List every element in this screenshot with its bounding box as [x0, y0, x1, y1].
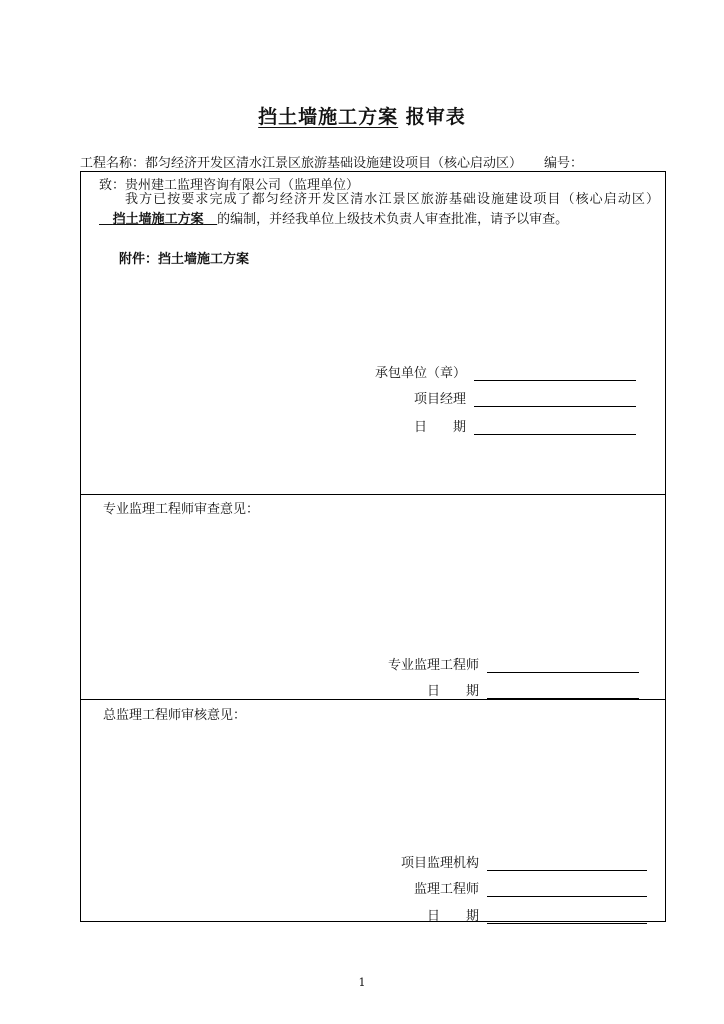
chief-date-label: 日 期 [426, 909, 479, 924]
specialist-date-label: 日 期 [426, 684, 479, 699]
addressee: 致：贵州建工监理咨询有限公司（监理单位） [99, 178, 360, 193]
specialist-date-line[interactable] [487, 684, 639, 699]
chief-date-line[interactable] [487, 909, 647, 924]
manager-signature-line[interactable] [474, 392, 636, 407]
specialist-engineer-label: 专业监理工程师 [387, 658, 479, 673]
chief-review-section [81, 699, 665, 922]
serial-label: 编号： [544, 156, 584, 171]
project-line [80, 152, 583, 171]
submission-section [81, 172, 665, 494]
contractor-label: 承包单位（章） [374, 366, 466, 381]
manager-label: 项目经理 [413, 392, 466, 407]
specialist-review-heading: 专业监理工程师审查意见： [103, 502, 260, 517]
chief-engineer-signature-line[interactable] [487, 882, 647, 897]
contractor-signature-row [281, 362, 636, 381]
review-form-table [80, 171, 666, 922]
submission-body-after: 的编制，并经我单位上级技术负责人审查批准，请予以审查。 [217, 212, 569, 227]
agency-row [281, 852, 647, 871]
form-title-main: 挡土墙施工方案 [258, 106, 399, 128]
specialist-engineer-row [281, 654, 639, 673]
project-label: 工程名称： [80, 156, 146, 171]
specialist-date-row [281, 680, 639, 699]
agency-signature-line[interactable] [487, 856, 647, 871]
submission-body-before: 我方已按要求完成了都匀经济开发区清水江景区旅游基础设施建设项目（核心启动区） [125, 192, 659, 207]
submission-date-label: 日 期 [413, 420, 466, 435]
project-name: 都匀经济开发区清水江景区旅游基础设施建设项目（核心启动区） [145, 156, 523, 171]
page-number: 1 [358, 976, 366, 989]
submission-blank-field [99, 212, 217, 227]
chief-engineer-row [281, 878, 647, 897]
specialist-engineer-signature-line[interactable] [487, 658, 639, 673]
chief-review-heading: 总监理工程师审核意见： [103, 708, 247, 723]
submission-date-line[interactable] [474, 420, 636, 435]
attachment-line: 附件：挡土墙施工方案 [119, 252, 250, 267]
form-title-suffix: 报审表 [398, 106, 466, 128]
chief-date-row [281, 905, 647, 924]
form-title [0, 102, 724, 129]
chief-engineer-label: 监理工程师 [413, 882, 479, 897]
contractor-signature-line[interactable] [474, 366, 636, 381]
submission-date-row [281, 416, 636, 435]
submission-body [99, 190, 659, 230]
specialist-review-section [81, 494, 665, 700]
manager-signature-row [281, 388, 636, 407]
agency-label: 项目监理机构 [400, 856, 479, 871]
submission-blank-value: 挡土墙施工方案 [112, 212, 204, 227]
